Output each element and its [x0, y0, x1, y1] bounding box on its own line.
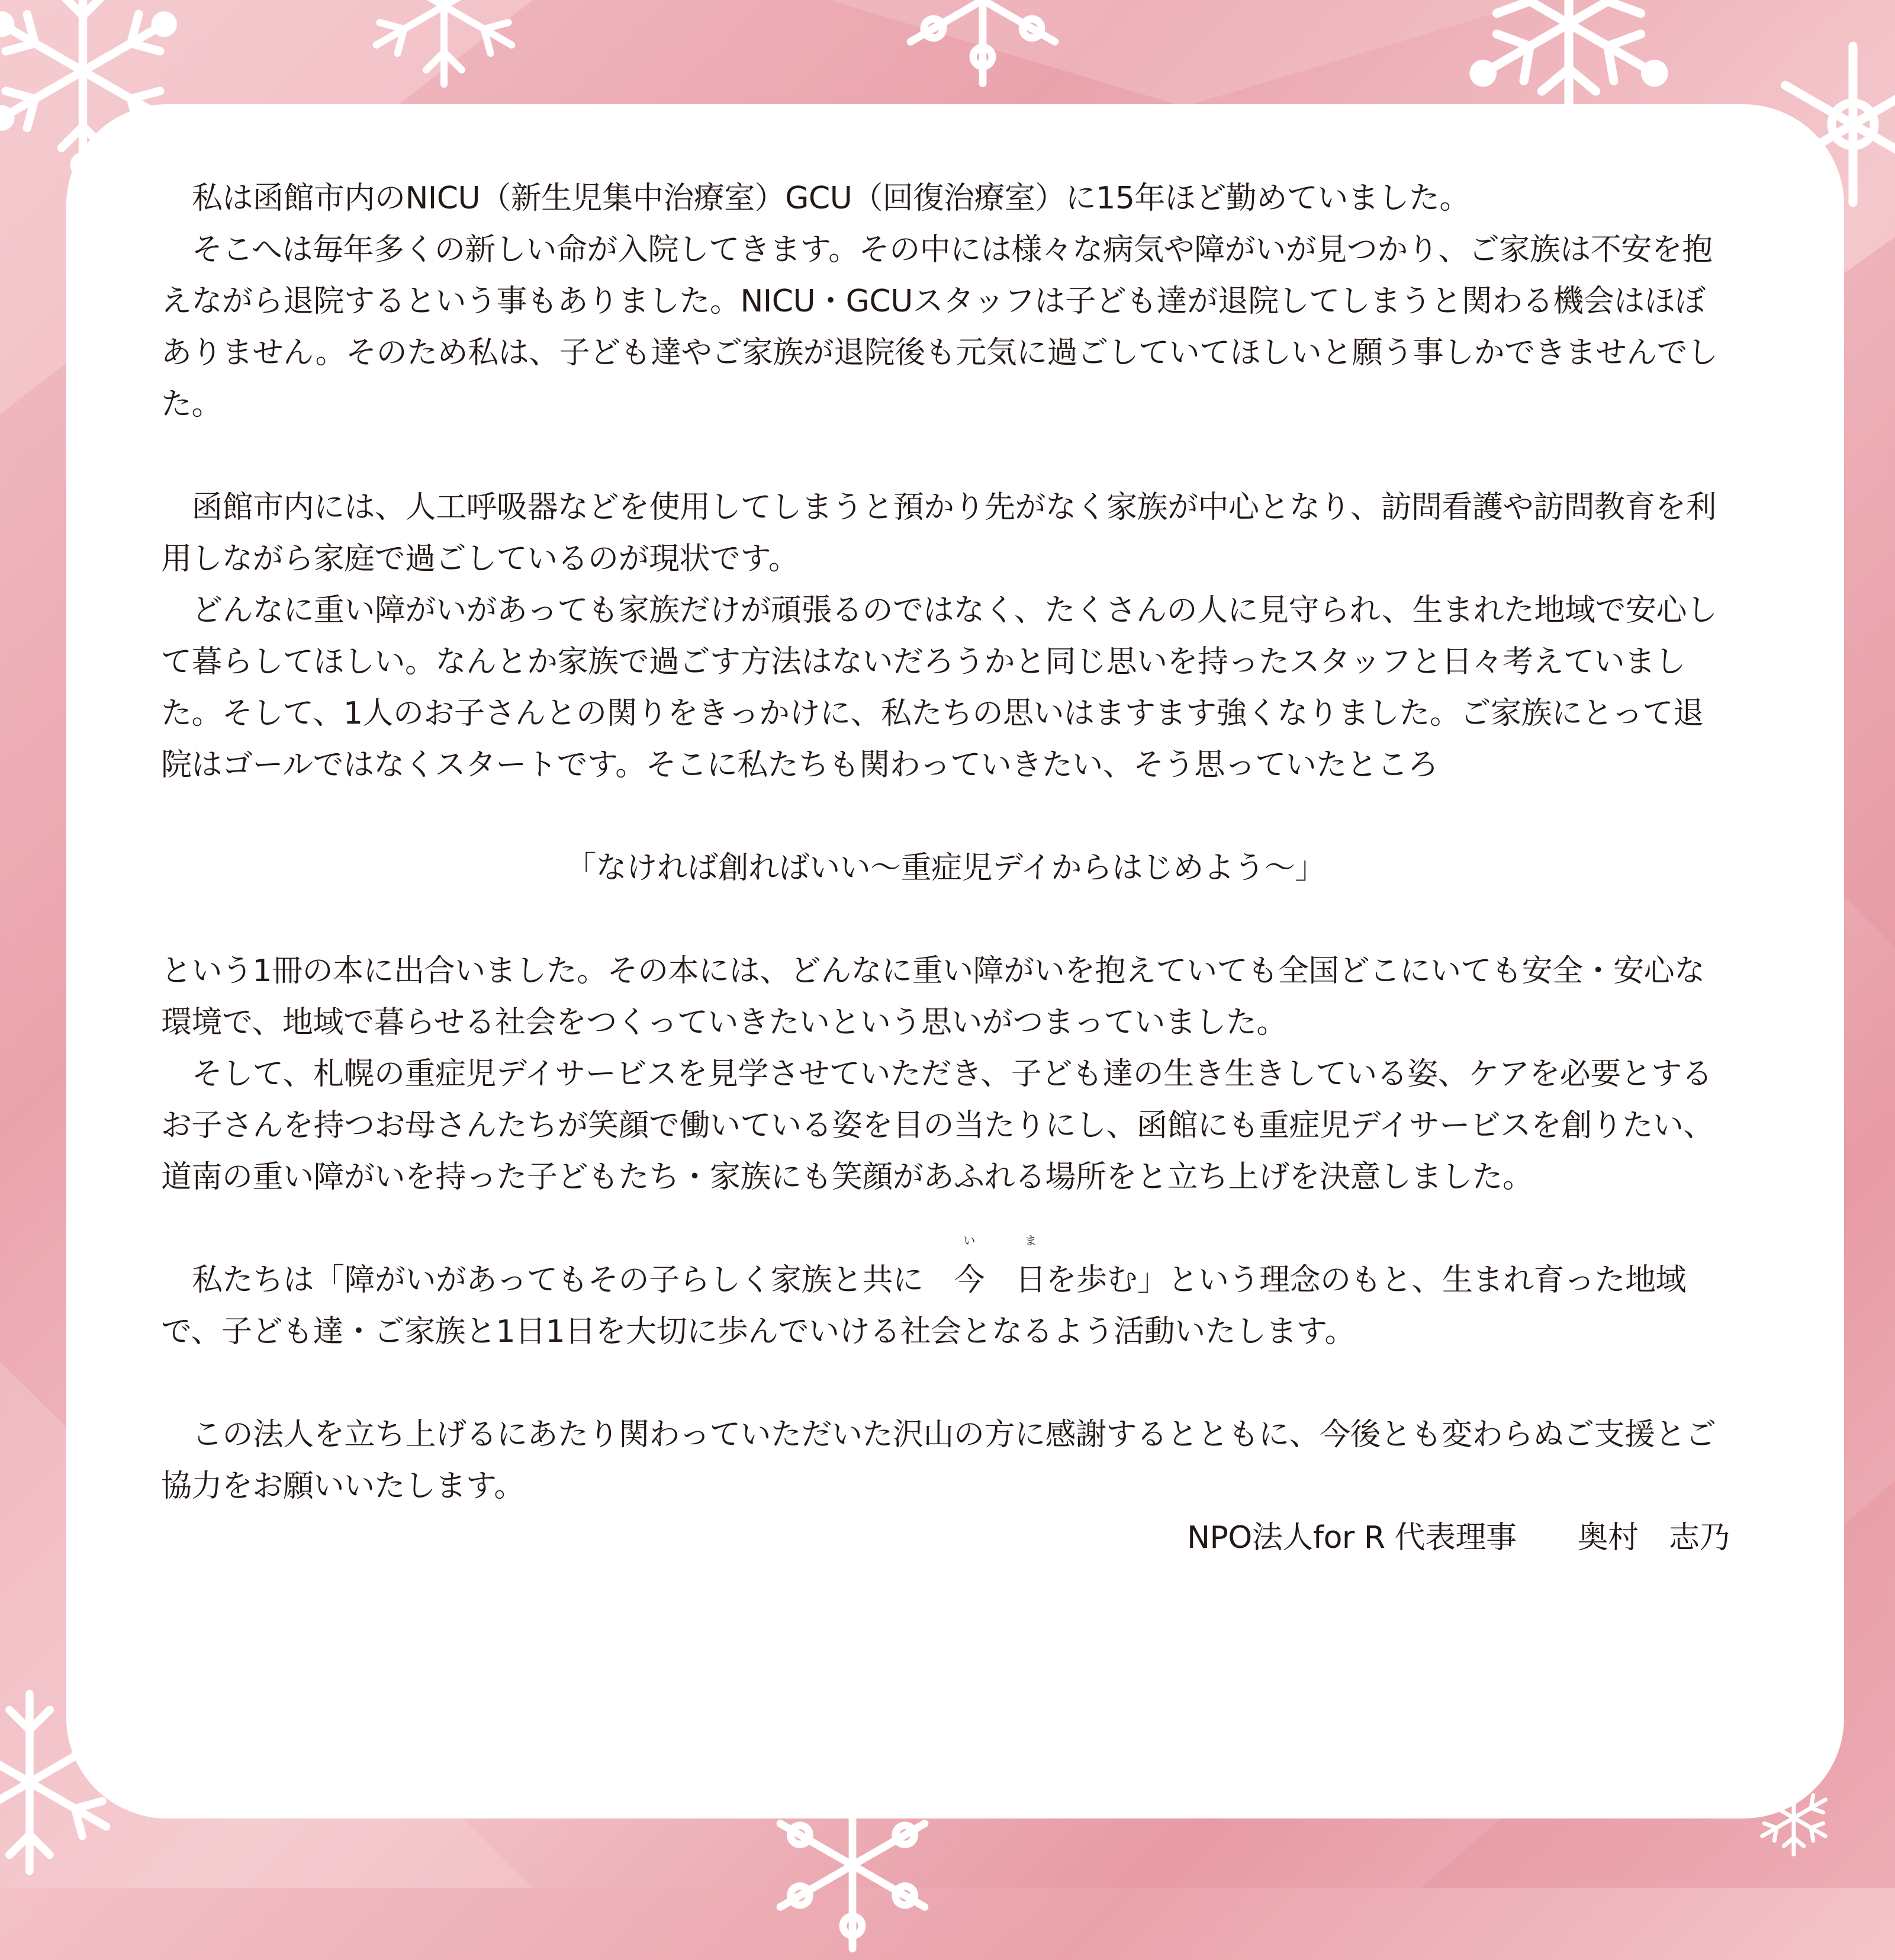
ruby-base: 今	[954, 1262, 985, 1298]
book-title: 「なければ創ればいい〜重症児デイからはじめよう〜」	[565, 850, 1325, 886]
paragraph-7-start: 私たちは「障がいがあってもその子らしく家族と共に	[192, 1262, 924, 1298]
snowflake-icon	[888, 0, 1077, 95]
paragraph-5: という1冊の本に出合いました。その本には、どんなに重い障がいを抱えていても全国どこにいても安全・安心な環境で、地域で暮らせる社会をつくっていきたいという思いがつまっていました。	[161, 953, 1705, 1040]
paragraph-7	[161, 1233, 1730, 1358]
spacer	[161, 791, 1730, 843]
letter-body	[161, 173, 1730, 1564]
ruby-reading: い	[963, 1233, 975, 1248]
spacer	[161, 1358, 1730, 1409]
spacer	[161, 1203, 1730, 1255]
paragraph-7-end: を歩む」という理念のもと、生まれ育った地域で、子ども達・ご家族と1日1日を大切に歩んでいける社会となるよう活動いたします。	[161, 1262, 1687, 1349]
paragraph-1: 私は函館市内のNICU（新生児集中治療室）GCU（回復治療室）に15年ほど勤めていました。	[192, 181, 1470, 216]
paragraph-2: そこへは毎年多くの新しい命が入院してきます。その中には様々な病気や障がいが見つかり、ご家族は不安を抱えながら退院するという事もありました。NICU・GCUスタッフは子ども達が退院してしまうと関わる機会はほぼありません。そのため私は、子ども達やご家族が退院後も元気に過ごしていてほしいと願う事しかできませんでした。	[161, 232, 1718, 422]
paragraph-3: 函館市内には、人工呼吸器などを使用してしまうと預かり先がなく家族が中心となり、訪問看護や訪問教育を利用しながら家庭で過ごしているのが現状です。	[161, 490, 1717, 577]
paragraph-8: この法人を立ち上げるにあたり関わっていただいた沢山の方に感謝するとともに、今後とも変わらぬご支援とご協力をお願いいたします。	[161, 1417, 1716, 1504]
ruby-base: 日	[1015, 1262, 1046, 1298]
ruby-ima-2	[985, 1233, 1046, 1306]
snowflake-icon	[355, 0, 533, 95]
ruby-ima-1	[923, 1233, 985, 1306]
spacer	[161, 894, 1730, 946]
paragraph-6: そして、札幌の重症児デイサービスを見学させていただき、子ども達の生き生きしている姿、ケアを必要とするお子さんを持つお母さんたちが笑顔で働いている姿を目の当たりにし、函館にも重症児デイサービスを創りたい、道南の重い障がいを持った子どもたち・家族にも笑顔があふれる場所をと立ち上げを決意しました。	[161, 1056, 1714, 1195]
spacer	[161, 430, 1730, 482]
ruby-reading: ま	[1025, 1233, 1037, 1248]
signature: NPO法人for R 代表理事 奥村 志乃	[1187, 1520, 1730, 1556]
paragraph-4: どんなに重い障がいがあっても家族だけが頑張るのではなく、たくさんの人に見守られ、生まれた地域で安心して暮らしてほしい。なんとか家族で過ごす方法はないだろうかと同じ思いを持ったスタッフと日々考えていました。そして、1人のお子さんとの関りをきっかけに、私たちの思いはますます強くなりました。ご家族にとって退院はゴールではなくスタートです。そこに私たちも関わっていきたい、そう思っていたところ	[161, 593, 1717, 783]
